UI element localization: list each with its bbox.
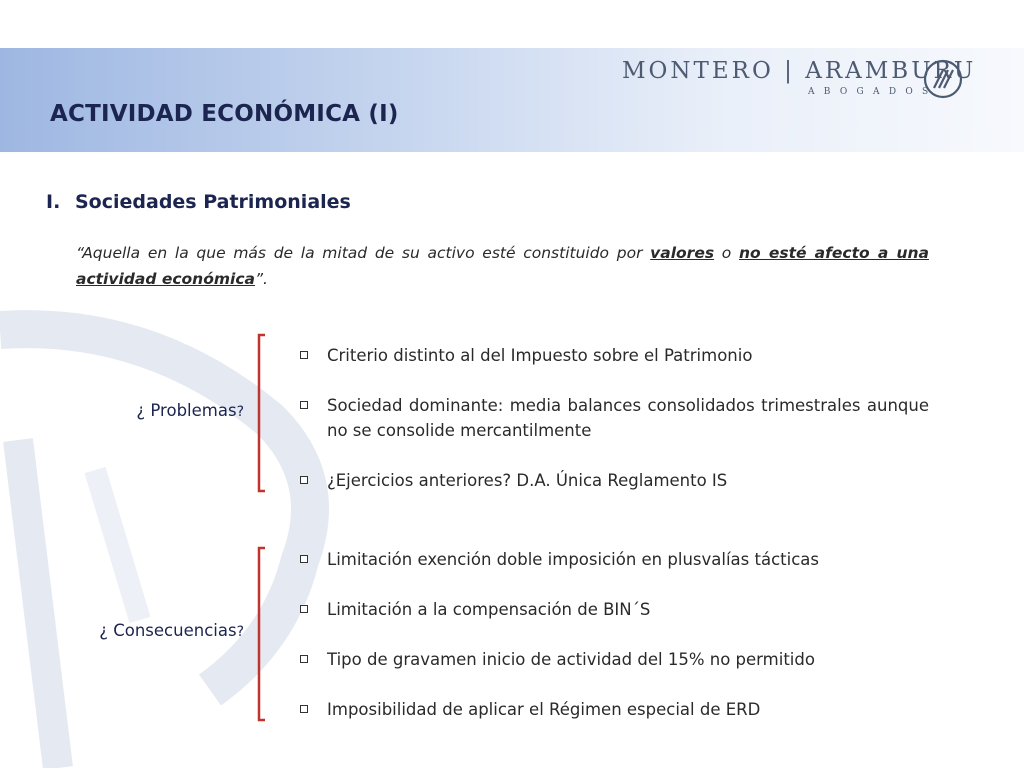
monogram-circle-icon <box>922 58 964 100</box>
checkbox-bullet-icon <box>300 476 308 484</box>
definition-quote <box>76 240 929 292</box>
consequences-item <box>297 547 929 572</box>
definition-close-quote: ”. <box>254 270 268 288</box>
problems-item <box>297 343 929 368</box>
consequences-item-text: Limitación exención doble imposición en plusvalías tácticas <box>327 550 819 569</box>
consequences-list <box>297 547 929 722</box>
problems-label-qmark: ? <box>236 404 244 420</box>
section-heading <box>46 191 351 213</box>
checkbox-bullet-icon <box>300 555 308 563</box>
consequences-label <box>99 621 244 640</box>
section-title: Sociedades Patrimoniales <box>75 191 351 213</box>
definition-term-valores: valores <box>650 244 715 262</box>
problems-label <box>136 401 244 420</box>
consequences-bracket <box>253 546 269 722</box>
checkbox-bullet-icon <box>300 705 308 713</box>
definition-open-quote: “ <box>76 244 83 262</box>
watermark-slash-2 <box>95 470 140 620</box>
consequences-item-text: Limitación a la compensación de BIN´S <box>327 600 651 619</box>
company-logo <box>622 58 977 102</box>
consequences-label-qmark: ? <box>236 624 244 640</box>
problems-bracket <box>253 333 269 493</box>
problems-label-text: ¿ Problemas <box>136 401 237 420</box>
problems-item-text: ¿Ejercicios anteriores? D.A. Única Reglamento IS <box>327 471 728 490</box>
problems-item <box>297 393 929 443</box>
checkbox-bullet-icon <box>300 605 308 613</box>
logo-name: MONTERO | ARAMBURU <box>622 58 977 84</box>
checkbox-bullet-icon <box>300 655 308 663</box>
watermark-slash <box>18 440 58 768</box>
slide-title: ACTIVIDAD ECONÓMICA (I) <box>50 101 399 127</box>
consequences-label-text: ¿ Consecuencias <box>99 621 237 640</box>
consequences-item-text: Imposibilidad de aplicar el Régimen especial de ERD <box>327 700 761 719</box>
definition-term-actividad: no esté afecto a una actividad económica <box>76 244 929 288</box>
problems-list <box>297 343 929 493</box>
consequences-item <box>297 697 929 722</box>
section-number: I. <box>46 191 61 213</box>
definition-connector: o <box>714 244 739 262</box>
checkbox-bullet-icon <box>300 351 308 359</box>
definition-text: Aquella en la que más de la mitad de su activo esté constituido por <box>82 244 651 262</box>
problems-item-text: Sociedad dominante: media balances consolidados trimestrales aunque no se consolide mercantilmente <box>327 396 929 440</box>
consequences-item-text: Tipo de gravamen inicio de actividad del 15% no permitido <box>327 650 815 669</box>
checkbox-bullet-icon <box>300 401 308 409</box>
logo-subtitle: ABOGADOS <box>808 87 938 97</box>
consequences-item <box>297 597 929 622</box>
problems-item <box>297 468 929 493</box>
problems-item-text: Criterio distinto al del Impuesto sobre el Patrimonio <box>327 346 753 365</box>
consequences-item <box>297 647 929 672</box>
